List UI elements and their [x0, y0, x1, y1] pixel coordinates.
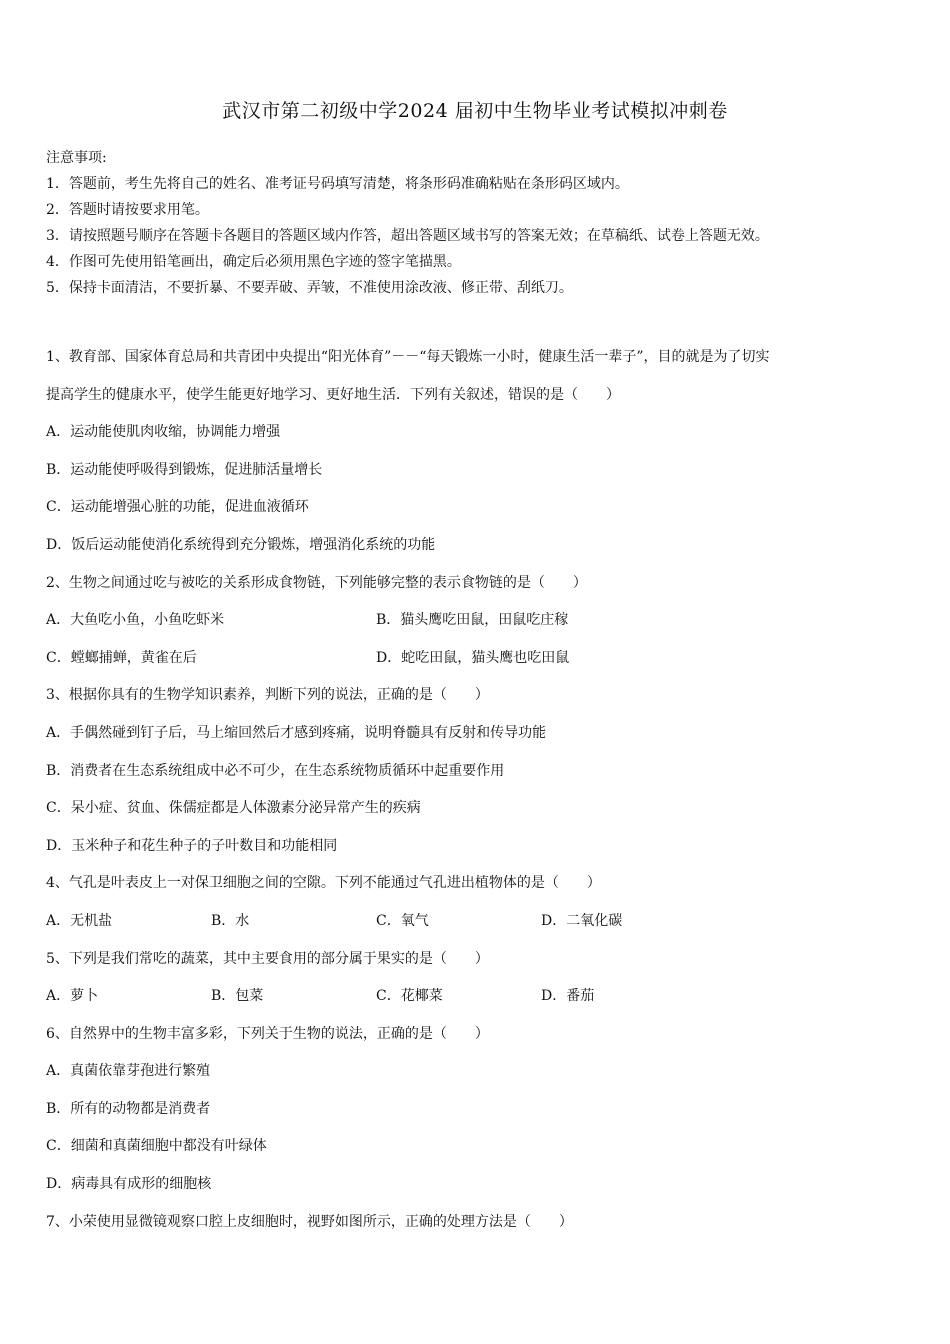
- note-item: 1．答题前，考生先将自己的姓名、准考证号码填写清楚，将条形码准确粘贴在条形码区域内。: [46, 176, 629, 192]
- question-3-option-d: D．玉米种子和花生种子的子叶数目和功能相同: [46, 837, 338, 854]
- question-6-stem: 6、自然界中的生物丰富多彩，下列关于生物的说法，正确的是（ ）: [46, 1025, 489, 1042]
- notes-section: [46, 145, 936, 301]
- question-3-option-c: C．呆小症、贫血、侏儒症都是人体激素分泌异常产生的疾病: [46, 800, 421, 817]
- question-3-stem: 3、根据你具有的生物学知识素养，判断下列的说法，正确的是（ ）: [46, 687, 489, 704]
- question-5-option-d: D．番茄: [541, 988, 595, 1005]
- notes-header: 注意事项:: [46, 150, 107, 166]
- question-2-options-row1: [46, 606, 926, 644]
- question-6-option-c: C．细菌和真菌细胞中都没有叶绿体: [46, 1138, 267, 1155]
- question-4-option-b: B．水: [211, 912, 250, 929]
- question-1-stem-line2: 提高学生的健康水平，使学生能更好地学习、更好地生活．下列有关叙述，错误的是（ ）: [46, 386, 620, 403]
- question-5-stem: 5、下列是我们常吃的蔬菜，其中主要食用的部分属于果实的是（ ）: [46, 950, 489, 967]
- exam-title: 武汉市第二初级中学2024 届初中生物毕业考试模拟冲刺卷: [222, 100, 728, 122]
- question-2-option-d: D．蛇吃田鼠，猫头鹰也吃田鼠: [376, 649, 570, 666]
- question-6-option-b: B．所有的动物都是消费者: [46, 1100, 211, 1117]
- question-2-option-c: C．螳螂捕蝉，黄雀在后: [46, 649, 197, 666]
- note-item: 3．请按照题号顺序在答题卡各题目的答题区域内作答，超出答题区域书写的答案无效；在草稿纸、试卷上答题无效。: [46, 228, 769, 244]
- question-2-option-a: A．大鱼吃小鱼，小鱼吃虾米: [46, 612, 225, 629]
- question-2-options-row2: [46, 644, 926, 682]
- question-1-option-a: A．运动能使肌肉收缩，协调能力增强: [46, 424, 281, 441]
- question-4-stem: 4、气孔是叶表皮上一对保卫细胞之间的空隙。下列不能通过气孔进出植物体的是（ ）: [46, 875, 601, 892]
- question-1-option-c: C．运动能增强心脏的功能，促进血液循环: [46, 499, 309, 516]
- note-item: 2．答题时请按要求用笔。: [46, 202, 209, 218]
- question-5-options: [46, 982, 926, 1020]
- question-4-option-a: A．无机盐: [46, 912, 113, 929]
- question-2-stem: 2、生物之间通过吃与被吃的关系形成食物链，下列能够完整的表示食物链的是（ ）: [46, 574, 587, 591]
- question-3-option-b: B．消费者在生态系统组成中必不可少，在生态系统物质循环中起重要作用: [46, 762, 505, 779]
- question-5-option-a: A．萝卜: [46, 988, 99, 1005]
- question-2-option-b: B．猫头鹰吃田鼠，田鼠吃庄稼: [376, 612, 569, 629]
- question-1-option-b: B．运动能使呼吸得到锻炼，促进肺活量增长: [46, 461, 323, 478]
- question-3-option-a: A．手偶然碰到钉子后，马上缩回然后才感到疼痛，说明脊髓具有反射和传导功能: [46, 724, 547, 741]
- question-1-stem-line1: 1、教育部、国家体育总局和共青团中央提出“阳光体育”－－“每天锻炼一小时，健康生活一辈子”，目的就是为了切实: [46, 349, 770, 365]
- question-6-option-d: D．病毒具有成形的细胞核: [46, 1176, 212, 1193]
- question-7-stem: 7、小荣使用显微镜观察口腔上皮细胞时，视野如图所示，正确的处理方法是（ ）: [46, 1213, 573, 1230]
- question-5-option-c: C．花椰菜: [376, 988, 443, 1005]
- question-6-option-a: A．真菌依靠芽孢进行繁殖: [46, 1063, 211, 1080]
- note-item: 4．作图可先使用铅笔画出，确定后必须用黑色字迹的签字笔描黑。: [46, 254, 461, 270]
- question-4-option-d: D．二氧化碳: [541, 912, 623, 929]
- question-4-option-c: C．氧气: [376, 912, 429, 929]
- question-5-option-b: B．包菜: [211, 988, 264, 1005]
- questions-section: [46, 343, 926, 1245]
- note-item: 5．保持卡面清洁，不要折暴、不要弄破、弄皱，不准使用涂改液、修正带、刮纸刀。: [46, 280, 573, 296]
- question-1-option-d: D．饭后运动能使消化系统得到充分锻炼，增强消化系统的功能: [46, 536, 436, 553]
- question-4-options: [46, 907, 926, 945]
